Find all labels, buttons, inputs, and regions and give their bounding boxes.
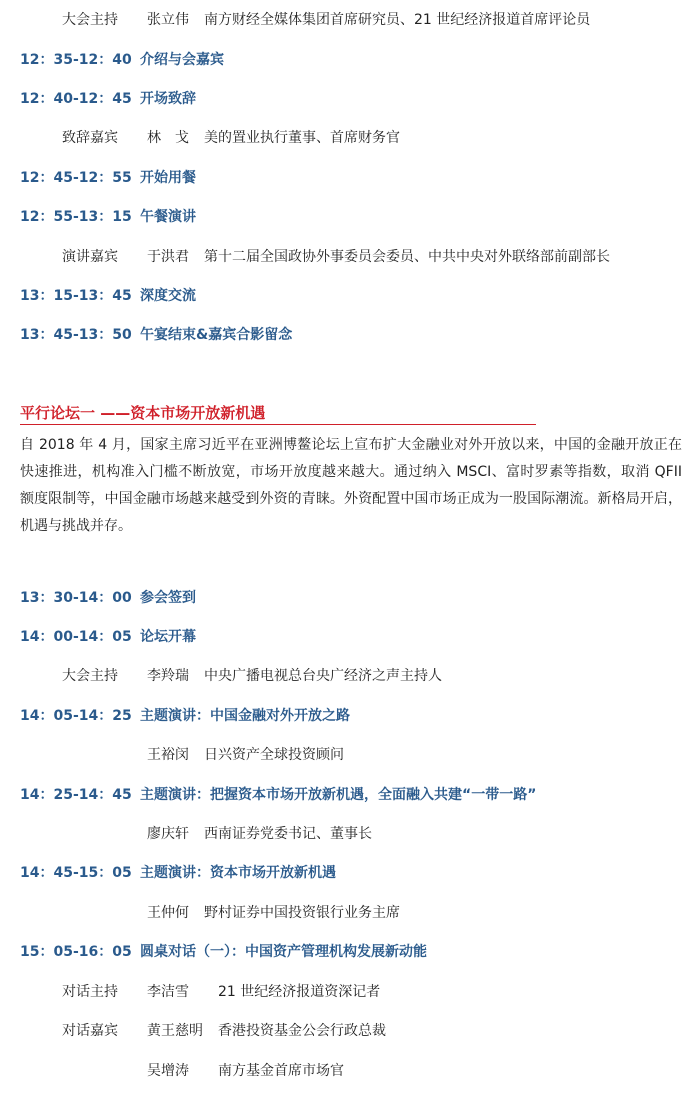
row-title: 主题演讲：中国金融对外开放之路 [140,708,350,724]
row-role: 大会主持 [62,668,118,684]
row-time: 14：00-14：05 [20,629,132,645]
row-time: 13：15-13：45 [20,288,132,304]
row-time: 12：45-12：55 [20,170,132,186]
row-title: 午餐演讲 [140,209,196,225]
row-time: 12：55-13：15 [20,209,132,225]
row-title: 午宴结束&嘉宾合影留念 [140,327,293,343]
row-role: 致辞嘉宾 [62,130,118,146]
row-desc: 第十二届全国政协外事委员会委员、中共中央对外联络部前副部长 [204,249,610,265]
row-role: 大会主持 [62,12,118,28]
row-title: 圆桌对话（一）：中国资产管理机构发展新动能 [140,944,427,960]
row-title: 主题演讲：把握资本市场开放新机遇，全面融入共建“一带一路” [140,787,537,803]
row-desc: 南方财经全媒体集团首席研究员、21 世纪经济报道首席评论员 [204,12,591,28]
row-time: 14：05-14：25 [20,708,132,724]
row-name: 于洪君 [147,249,189,265]
row-role: 演讲嘉宾 [62,249,118,265]
row-time: 13：30-14：00 [20,590,132,606]
row-title: 介绍与会嘉宾 [140,52,224,68]
row-name: 王裕闵 [147,747,189,763]
row-desc: 21 世纪经济报道资深记者 [218,984,381,1000]
row-time: 14：25-14：45 [20,787,132,803]
row-name: 李羚瑞 [147,668,189,684]
row-desc: 美的置业执行董事、首席财务官 [204,130,400,146]
row-name: 黄王慈明 [147,1023,203,1039]
row-role: 对话主持 [62,984,118,1000]
row-role: 对话嘉宾 [62,1023,118,1039]
row-desc: 日兴资产全球投资顾问 [204,747,344,763]
row-desc: 香港投资基金公会行政总裁 [218,1023,386,1039]
row-title: 论坛开幕 [140,629,196,645]
row-time: 15：05-16：05 [20,944,132,960]
row-name: 吴增涛 [147,1063,189,1079]
row-name: 林 戈 [147,130,189,146]
row-title: 主题演讲：资本市场开放新机遇 [140,865,336,881]
row-name: 张立伟 [147,12,189,28]
section-title: 平行论坛一 ——资本市场开放新机遇 [20,404,266,422]
row-desc: 野村证券中国投资银行业务主席 [204,905,400,921]
row-desc: 中央广播电视总台央广经济之声主持人 [204,668,442,684]
row-time: 13：45-13：50 [20,327,132,343]
row-title: 参会签到 [140,590,196,606]
row-time: 12：40-12：45 [20,91,132,107]
row-name: 李洁雪 [147,984,189,1000]
row-desc: 南方基金首席市场官 [218,1063,344,1079]
row-title: 开场致辞 [140,91,196,107]
row-name: 廖庆轩 [147,826,189,842]
row-desc: 西南证券党委书记、董事长 [204,826,372,842]
row-time: 12：35-12：40 [20,52,132,68]
section-divider [20,424,536,425]
row-name: 王仲何 [147,905,189,921]
row-title: 开始用餐 [140,170,196,186]
row-title: 深度交流 [140,288,196,304]
row-time: 14：45-15：05 [20,865,132,881]
section-paragraph: 自 2018 年 4 月，国家主席习近平在亚洲博鳌论坛上宣布扩大金融业对外开放以来，中国的金融开放正在快速推进，机构准入门槛不断放宽，市场开放度越来越大。通过纳入 MSCI、富时罗素等指数，取消 QFII 额度限制等，中国金融市场越来越受到外资的青睐。外资配置中国市场正成为一股国际潮流。新格局开启，机遇与挑战并存。 [20,437,682,534]
